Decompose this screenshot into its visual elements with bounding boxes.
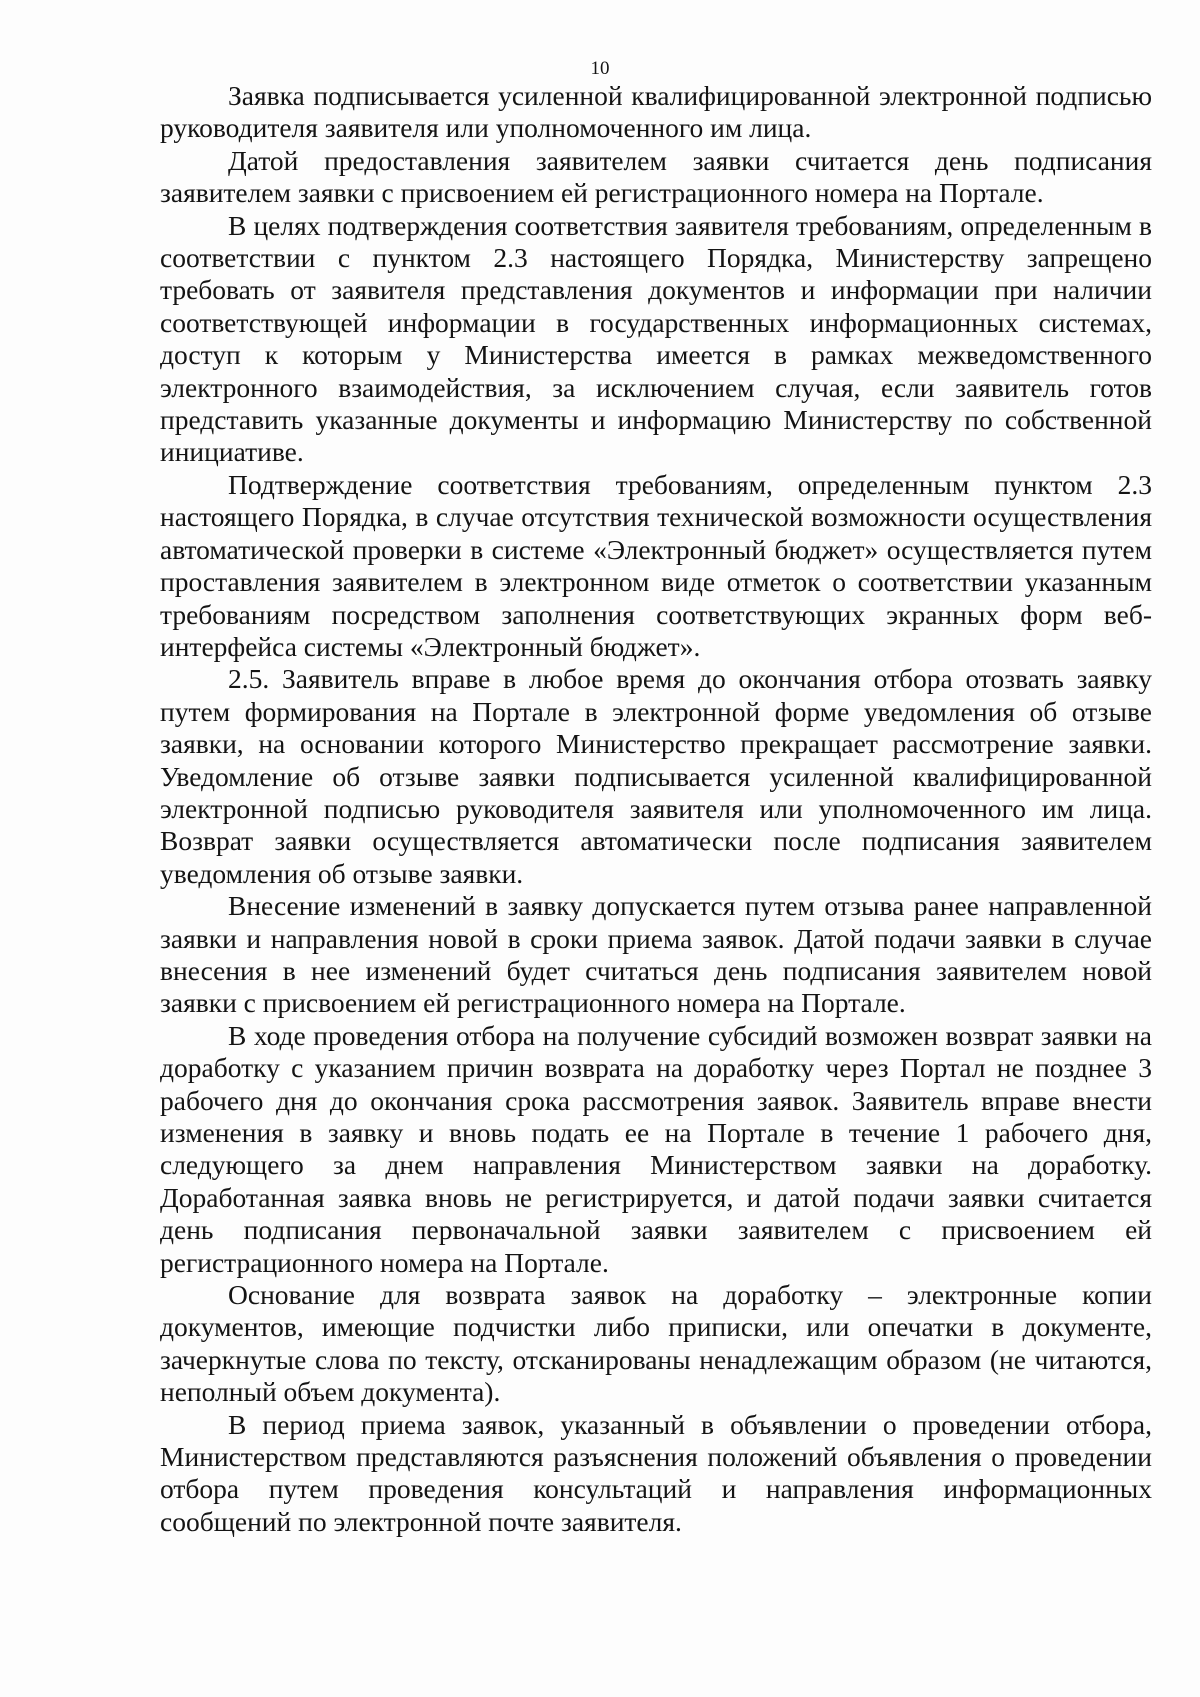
paragraph-application-withdrawal: 2.5. Заявитель вправе в любое время до окончания отбора отозвать заявку путем формирования на Портале в электронной форме уведомления об отзыве заявки, на основании которого Министерство прекращает рассмотрение заявки. Уведомление об отзыве заявки подписывается усиленной квалифицированной электронной подписью руководителя заявителя или уполномоченного им лица. Возврат заявки осуществляется автоматически после подписания заявителем уведомления об отзыве заявки. bbox=[160, 663, 1152, 889]
document-body bbox=[160, 80, 1152, 1538]
paragraph-application-changes: Внесение изменений в заявку допускается путем отзыва ранее направленной заявки и направления новой в сроки приема заявок. Датой подачи заявки в случае внесения в нее изменений будет считаться день подписания заявителем новой заявки с присвоением ей регистрационного номера на Портале. bbox=[160, 890, 1152, 1019]
paragraph-clarifications: В период приема заявок, указанный в объявлении о проведении отбора, Министерством представляются разъяснения положений объявления о проведении отбора путем проведения консультаций и направления информационных сообщений по электронной почте заявителя. bbox=[160, 1408, 1152, 1537]
paragraph-return-for-revision: В ходе проведения отбора на получение субсидий возможен возврат заявки на доработку с указанием причин возврата на доработку через Портал не позднее 3 рабочего дня до окончания срока рассмотрения заявок. Заявитель вправе внести изменения в заявку и вновь подать ее на Портале в течение 1 рабочего дня, следующего за днем направления Министерством заявки на доработку. Доработанная заявка вновь не регистрируется, и датой подачи заявки считается день подписания первоначальной заявки заявителем с присвоением ей регистрационного номера на Портале. bbox=[160, 1019, 1152, 1278]
paragraph-compliance-confirmation: Подтверждение соответствия требованиям, определенным пунктом 2.3 настоящего Порядка, в случае отсутствия технической возможности осуществления автоматической проверки в системе «Электронный бюджет» осуществляется путем проставления заявителем в электронном виде отметок о соответствии указанным требованиям посредством заполнения соответствующих экранных форм веб-интерфейса системы «Электронный бюджет». bbox=[160, 468, 1152, 662]
paragraph-return-grounds: Основание для возврата заявок на доработку – электронные копии документов, имеющие подчистки либо приписки, или опечатки в документе, зачеркнутые слова по тексту, отсканированы ненадлежащим образом (не читаются, неполный объем документа). bbox=[160, 1279, 1152, 1408]
paragraph-submission-date: Датой предоставления заявителем заявки считается день подписания заявителем заявки с присвоением ей регистрационного номера на Портале. bbox=[160, 144, 1152, 209]
paragraph-signature: Заявка подписывается усиленной квалифицированной электронной подписью руководителя заявителя или уполномоченного им лица. bbox=[160, 80, 1152, 144]
paragraph-documents-requirement: В целях подтверждения соответствия заявителя требованиям, определенным в соответствии с пунктом 2.3 настоящего Порядка, Министерству запрещено требовать от заявителя представления документов и информации при наличии соответствующей информации в государственных информационных системах, доступ к которым у Министерства имеется в рамках межведомственного электронного взаимодействия, за исключением случая, если заявитель готов представить указанные документы и информацию Министерству по собственной инициативе. bbox=[160, 209, 1152, 468]
page-number: 10 bbox=[590, 58, 610, 79]
